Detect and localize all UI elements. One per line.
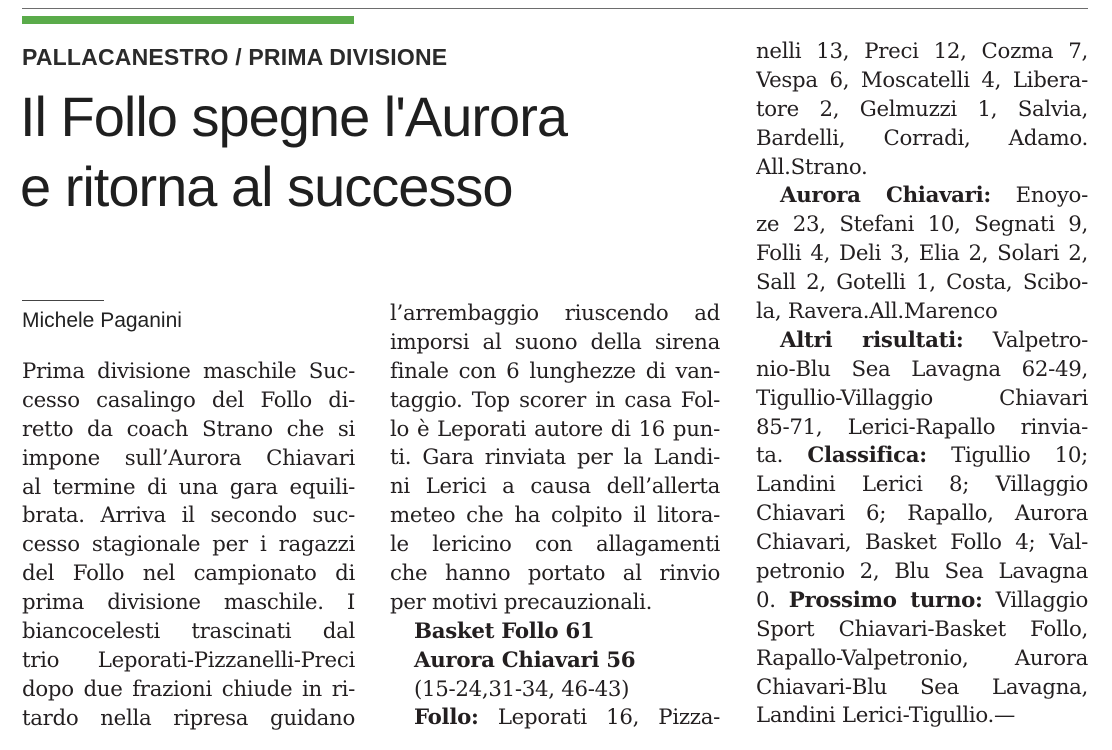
- text-line: Bardelli, Corradi, Adamo.: [756, 125, 1088, 151]
- text-line: tore 2, Gelmuzzi 1, Salvia,: [756, 96, 1088, 122]
- text-line: imporsi al suono della sirena: [390, 329, 720, 355]
- altri-start: Valpetro-: [992, 327, 1088, 353]
- text-line: ze 23, Stefani 10, Segnati 9,: [756, 212, 1088, 238]
- text-line: lo è Leporati autore di 16 pun-: [390, 416, 720, 442]
- text-line: per motivi precauzionali.: [390, 589, 653, 615]
- author-byline: Michele Paganini: [22, 309, 182, 332]
- prossimo-pre: 0.: [756, 587, 776, 613]
- headline: [20, 82, 720, 222]
- article-column-2: [390, 300, 720, 733]
- byline-rule-top: [22, 300, 104, 301]
- text-line: trio Leporati-Pizzanelli-Preci: [22, 647, 355, 673]
- prossimo-label: Prossimo turno:: [788, 587, 983, 613]
- top-rule: [22, 8, 1088, 9]
- text-line: prima divisione maschile. I: [22, 590, 355, 616]
- section-color-bar: [22, 16, 354, 24]
- text-line: All.Strano.: [756, 154, 868, 180]
- text-line: Folli 4, Deli 3, Elia 2, Solari 2,: [756, 241, 1088, 267]
- text-line: dopo due frazioni chiude in ri-: [22, 676, 355, 702]
- text-line: Landini Lerici 8; Villaggio: [756, 472, 1088, 498]
- text-line: Chiavari, Basket Follo 4; Val-: [756, 530, 1088, 556]
- classifica-pre: ta.: [756, 443, 784, 469]
- text-line: nio-Blu Sea Lavagna 62-49,: [756, 356, 1088, 382]
- text-line: Tigullio-Villaggio Chiavari: [756, 385, 1088, 411]
- text-line: taggio. Top scorer in casa Fol-: [390, 387, 720, 413]
- text-line: Sall 2, Gotelli 1, Costa, Scibo-: [756, 270, 1088, 296]
- classifica-label: Classifica:: [807, 443, 927, 469]
- text-line: Vespa 6, Moscatelli 4, Libera-: [756, 67, 1088, 93]
- text-line: ti. Gara rinviata per la Landi-: [390, 445, 720, 471]
- article-column-3: [756, 38, 1088, 731]
- altri-label: Altri risultati:: [780, 327, 964, 353]
- text-line: Chiavari 6; Rapallo, Aurora: [756, 501, 1088, 527]
- aurora-scorers-line: [756, 182, 1088, 211]
- text-line: al termine di una gara equili-: [22, 474, 355, 500]
- prossimo-turno-line: [756, 587, 1088, 616]
- text-line: tardo nella ripresa guidano: [22, 705, 355, 731]
- aurora-label: Aurora Chiavari:: [780, 183, 991, 209]
- classifica-start: Tigullio 10;: [951, 443, 1088, 469]
- text-line: Landini Lerici-Tigullio.—: [756, 703, 1016, 729]
- text-line: nelli 13, Preci 12, Cozma 7,: [756, 39, 1088, 64]
- text-line: impone sull’Aurora Chiavari: [22, 445, 355, 471]
- headline-line-2: e ritorna al successo: [20, 155, 513, 218]
- score-partials: (15-24,31-34, 46-43): [414, 676, 630, 702]
- text-line: brata. Arriva il secondo suc-: [22, 503, 355, 529]
- text-line: Prima divisione maschile Suc-: [22, 359, 355, 384]
- follo-scorers-line: [390, 704, 720, 733]
- score-home: Basket Follo 61: [414, 618, 595, 644]
- prossimo-start: Villaggio: [995, 587, 1088, 613]
- text-line: cesso casalingo del Follo di-: [22, 387, 355, 413]
- score-away: Aurora Chiavari 56: [414, 647, 636, 673]
- text-line: ni Lerici a causa dell’allerta: [390, 474, 720, 500]
- headline-line-1: Il Follo spegne l'Aurora: [20, 85, 567, 148]
- altri-risultati-line: [756, 327, 1088, 356]
- text-line: finale con 6 lunghezze di van-: [390, 358, 720, 384]
- text-line: l’arrembaggio riuscendo ad: [390, 301, 720, 326]
- text-line: che hanno portato al rinvio: [390, 561, 720, 587]
- text-line: la, Ravera.All.Marenco: [756, 299, 998, 325]
- text-line: Rapallo-Valpetronio, Aurora: [756, 645, 1088, 671]
- text-line: petronio 2, Blu Sea Lavagna: [756, 559, 1088, 585]
- text-line: retto da coach Strano che si: [22, 416, 355, 442]
- text-line: le lericino con allagamenti: [390, 532, 720, 558]
- text-line: cesso stagionale per i ragazzi: [22, 532, 355, 558]
- follo-label: Follo:: [414, 705, 479, 731]
- text-line: Sport Chiavari-Basket Follo,: [756, 616, 1088, 642]
- article-column-1: [22, 358, 355, 734]
- follo-scorers-start: Leporati 16, Pizza-: [497, 705, 720, 731]
- text-line: biancocelesti trascinati dal: [22, 619, 355, 645]
- text-line: meteo che ha colpito il litora-: [390, 503, 720, 529]
- classifica-line: [756, 442, 1088, 471]
- section-kicker: PALLACANESTRO / PRIMA DIVISIONE: [22, 44, 448, 70]
- text-line: del Follo nel campionato di: [22, 561, 355, 587]
- text-line: Chiavari-Blu Sea Lavagna,: [756, 674, 1088, 700]
- text-line: 85-71, Lerici-Rapallo rinvia-: [756, 414, 1088, 440]
- aurora-scorers-start: Enoyo-: [1015, 183, 1088, 209]
